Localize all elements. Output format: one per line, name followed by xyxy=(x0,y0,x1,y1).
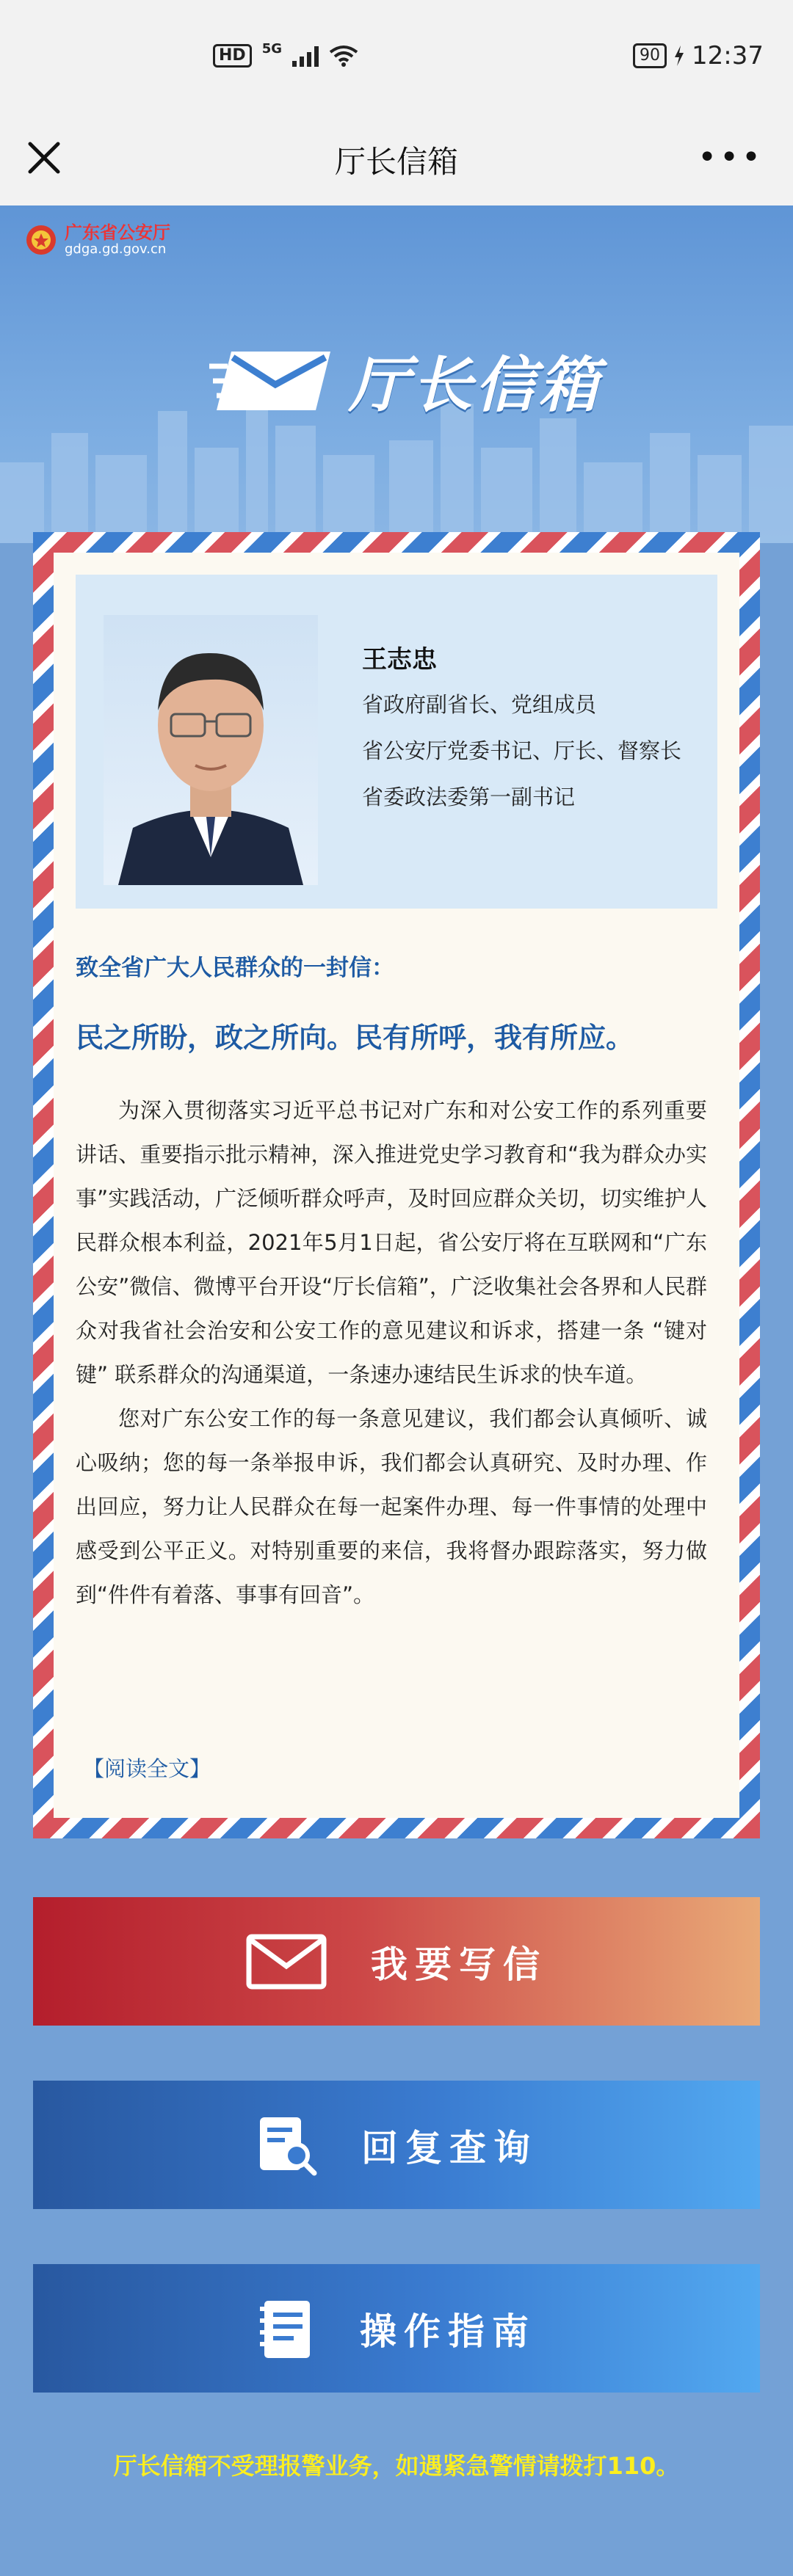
write-letter-button[interactable] xyxy=(33,1897,760,2026)
status-bar xyxy=(0,0,793,110)
letter-paragraph: 为深入贯彻落实习近平总书记对广东和对公安工作的系列重要讲话、重要指示批示精神，深入推进党史学习教育和“我为群众办实事”实践活动，广泛倾听群众呼声，及时回应群众关切，切实维护人民群众根本利益，2021年5月1日起，省公安厅将在互联网和“广东公安”微信、微博平台开设“厅长信箱”，广泛收集社会各界和人民群众对我省社会治安和公安工作的意见建议和诉求，搭建一条 “键对键” 联系群众的沟通渠道，一条速办速结民生诉求的快车道。 xyxy=(76,1098,707,1387)
profile-name: 王志忠 xyxy=(362,645,437,674)
hero-banner xyxy=(0,205,793,543)
profile-title-3: 省委政法委第一副书记 xyxy=(362,785,576,809)
status-right xyxy=(633,41,764,70)
profile-card xyxy=(76,575,717,909)
reply-query-label: 回复查询 xyxy=(361,2126,537,2169)
police-logo xyxy=(25,223,170,257)
guide-label: 操作指南 xyxy=(360,2310,536,2353)
read-more-link[interactable]: 【阅读全文】 xyxy=(83,1756,211,1781)
letter-content xyxy=(76,1088,707,1617)
nav-bar xyxy=(0,110,793,205)
profile-title-2: 省公安厅党委书记、厅长、督察长 xyxy=(362,738,682,763)
write-letter-label: 我要写信 xyxy=(371,1943,547,1986)
network-label: 5G xyxy=(261,40,282,57)
profile-title-1: 省政府副省长、党组成员 xyxy=(362,692,597,717)
nav-title: 厅长信箱 xyxy=(334,144,458,180)
brand-title xyxy=(209,338,601,423)
letter-greeting: 致全省广大人民群众的一封信： xyxy=(76,955,394,981)
logo-url: gdga.gd.gov.cn xyxy=(65,241,167,257)
envelope-logo-icon xyxy=(209,344,334,418)
clock: 12:37 xyxy=(692,41,764,70)
reply-query-button[interactable] xyxy=(33,2081,760,2209)
wifi-icon xyxy=(329,45,358,67)
charging-icon xyxy=(674,46,684,66)
envelope-icon xyxy=(246,1934,327,1990)
signal-icon xyxy=(292,45,319,67)
logo-name: 广东省公安厅 xyxy=(65,222,170,243)
guide-button[interactable] xyxy=(33,2264,760,2393)
profile-photo xyxy=(104,615,318,885)
letter-motto: 民之所盼，政之所向。民有所呼，我有所应。 xyxy=(76,1022,634,1054)
guide-document-icon xyxy=(257,2296,316,2361)
page-content xyxy=(0,205,793,2576)
letter-paragraph: 您对广东公安工作的每一条意见建议，我们都会认真倾听、诚心吸纳；您的每一条举报申诉，我们都会认真研究、及时办理、作出回应，努力让人民群众在每一起案件办理、每一件事情的处理中感受到公平正义。对特别重要的来信，我将督办跟踪落实，努力做到“件件有着落、事事有回音”。 xyxy=(76,1406,707,1607)
document-search-icon xyxy=(256,2114,317,2176)
hd-badge: HD xyxy=(213,44,252,68)
brand-text: 厅长信箱 xyxy=(349,351,601,421)
status-left xyxy=(213,40,358,68)
police-badge-icon xyxy=(25,224,57,256)
letter-envelope xyxy=(33,532,760,1838)
emergency-notice: 厅长信箱不受理报警业务，如遇紧急警情请拨打110。 xyxy=(113,2452,680,2480)
battery-icon: 90 xyxy=(633,43,667,68)
letter-body xyxy=(54,553,739,1818)
more-options-icon[interactable]: ••• xyxy=(698,139,764,176)
